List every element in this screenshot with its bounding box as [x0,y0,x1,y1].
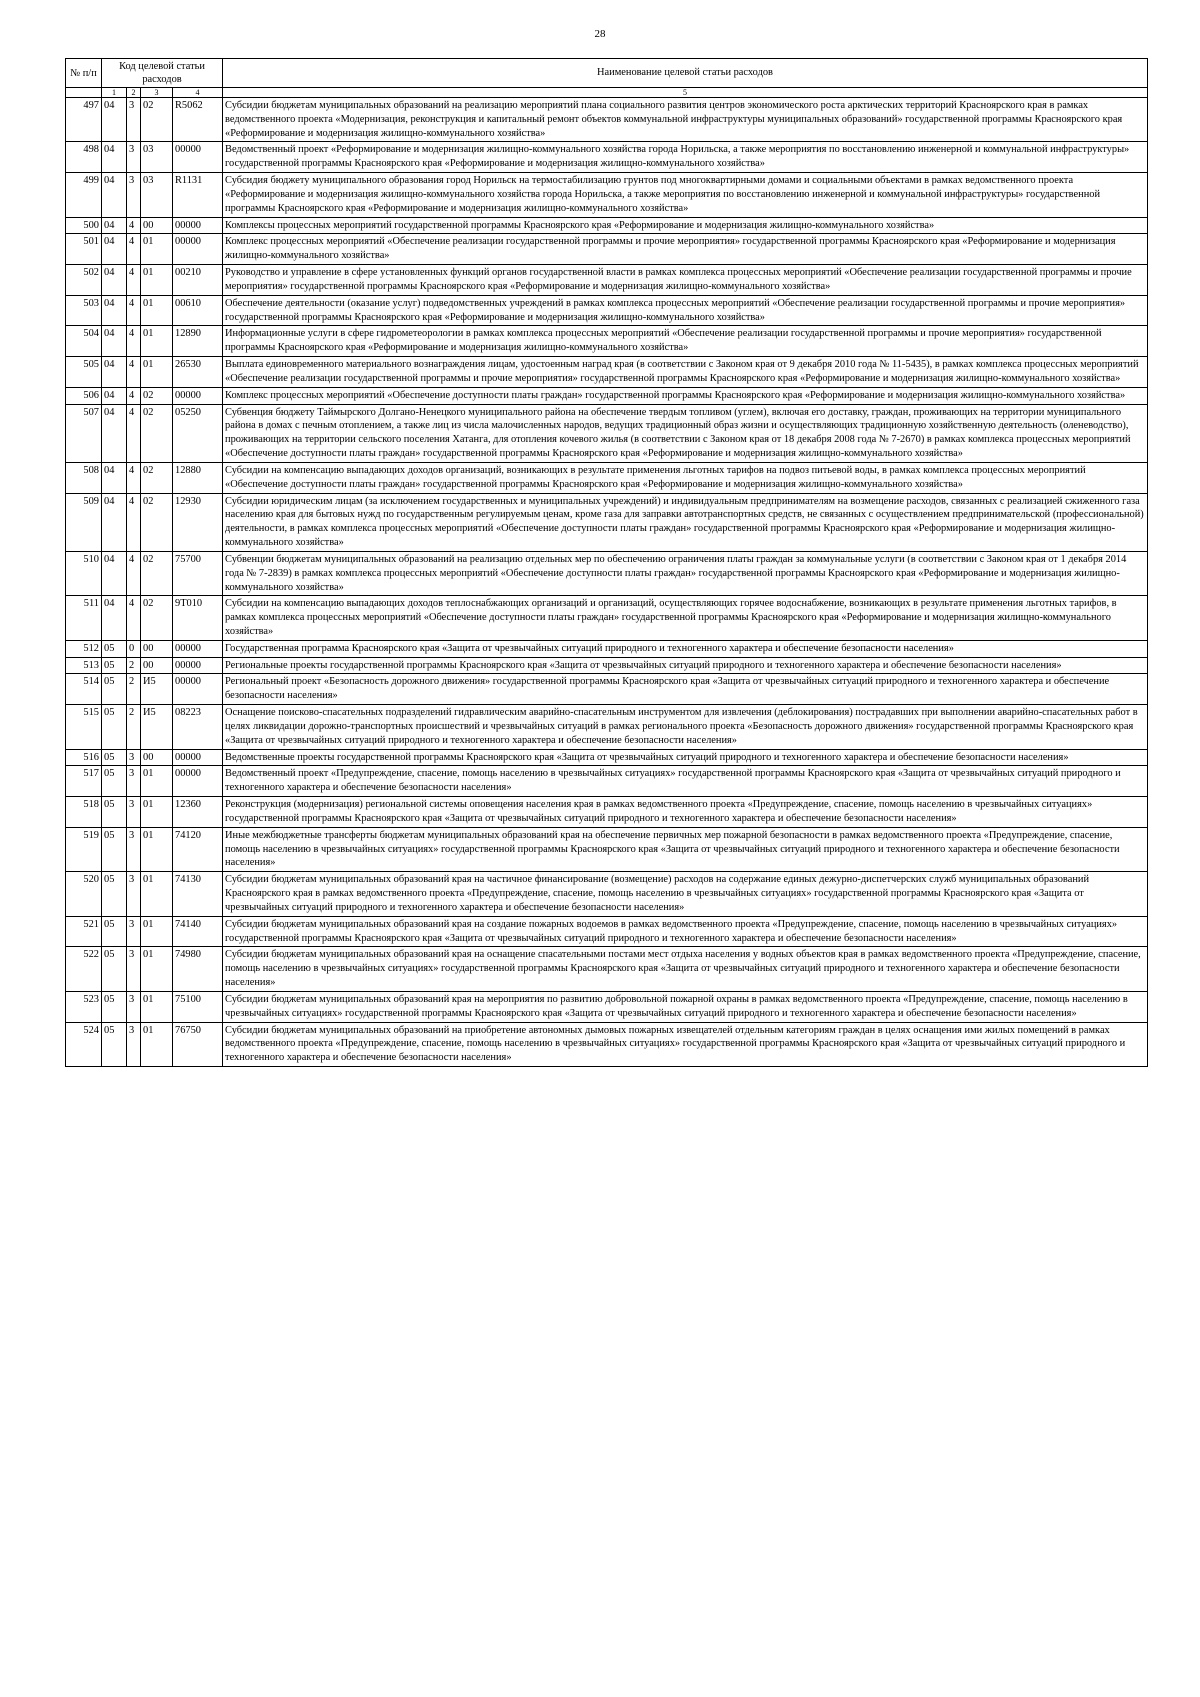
code-part-1: 05 [102,640,127,657]
code-part-2: 3 [127,872,141,916]
row-name: Иные межбюджетные трансферты бюджетам муниципальных образований края на обеспечение первичных мер пожарной безопасности в рамках ведомственного проекта «Предупреждение, спасение, помощь населению в чрезвычайных ситуациях» государственной программы Красноярского края «Защита от чрезвычайных ситуаций природного и техногенного характера и обеспечение безопасности населения» [223,827,1148,871]
code-part-3: 00 [141,217,173,234]
code-part-1: 04 [102,387,127,404]
table-row [66,142,1148,173]
budget-codes-table [65,58,1148,1067]
code-part-2: 2 [127,705,141,749]
table-row [66,596,1148,640]
code-part-1: 05 [102,797,127,828]
code-part-4: 74140 [173,916,223,947]
row-name: Комплекс процессных мероприятий «Обеспечение доступности платы граждан» государственной программы Красноярского края «Реформирование и модернизация жилищно-коммунального хозяйства» [223,387,1148,404]
row-number: 516 [66,749,102,766]
table-row [66,326,1148,357]
code-part-2: 4 [127,326,141,357]
code-part-1: 04 [102,551,127,595]
row-name: Субсидии юридическим лицам (за исключением государственных и муниципальных учреждений) и индивидуальным предпринимателям на возмещение расходов, связанных с реализацией сжиженного газа населению края для бытовых нужд по государственным регулируемым ценам, кроме газа для заправки автотранспортных средств, не связанных с осуществлением предпринимательской (профессиональной) деятельности, в рамках комплекса процессных мероприятий «Обеспечение доступности платы граждан» государственной программы Красноярского края «Реформирование и модернизация жилищно-коммунального хозяйства» [223,493,1148,551]
subheader-col-3: 3 [141,88,173,98]
row-number: 507 [66,404,102,462]
code-part-4: 76750 [173,1022,223,1066]
code-part-2: 4 [127,387,141,404]
code-part-4: 08223 [173,705,223,749]
code-part-4: 12890 [173,326,223,357]
row-name: Субсидии бюджетам муниципальных образований края на создание пожарных водоемов в рамках ведомственного проекта «Предупреждение, спасение, помощь населению в чрезвычайных ситуациях» государственной программы Красноярского края «Защита от чрезвычайных ситуаций природного и техногенного характера и обеспечение безопасности населения» [223,916,1148,947]
row-name: Субсидии бюджетам муниципальных образований на приобретение автономных дымовых пожарных извещателей отдельным категориям граждан в целях оснащения ими жилых помещений в рамках ведомственного проекта «Предупреждение, спасение, помощь населению в чрезвычайных ситуациях» государственной программы Красноярского края «Защита от чрезвычайных ситуаций природного и техногенного характера и обеспечение безопасности населения» [223,1022,1148,1066]
row-number: 499 [66,173,102,217]
row-name: Субвенции бюджетам муниципальных образований на реализацию отдельных мер по обеспечению ограничения платы граждан за коммунальные услуги (в соответствии с Законом края от 1 декабря 2014 года № 7-2839) в рамках комплекса процессных мероприятий «Обеспечение доступности платы граждан» государственной программы Красноярского края «Реформирование и модернизация жилищно-коммунального хозяйства» [223,551,1148,595]
row-name: Обеспечение деятельности (оказание услуг) подведомственных учреждений в рамках комплекса процессных мероприятий «Обеспечение реализации государственной программы и прочие мероприятия» государственной программы Красноярского края «Реформирование и модернизация жилищно-коммунального хозяйства» [223,295,1148,326]
code-part-4: R1131 [173,173,223,217]
code-part-2: 4 [127,462,141,493]
code-part-2: 3 [127,766,141,797]
code-part-4: 00000 [173,387,223,404]
code-part-3: 01 [141,766,173,797]
table-row [66,217,1148,234]
code-part-2: 4 [127,265,141,296]
code-part-1: 04 [102,234,127,265]
row-name: Ведомственный проект «Реформирование и модернизация жилищно-коммунального хозяйства города Норильска, а также мероприятия по восстановлению инженерной и коммунальной инфраструктуры» государственной программы Красноярского края «Реформирование и модернизация жилищно-коммунального хозяйства» [223,142,1148,173]
code-part-3: 01 [141,234,173,265]
code-part-3: 02 [141,493,173,551]
code-part-3: 00 [141,640,173,657]
row-number: 497 [66,98,102,142]
row-number: 515 [66,705,102,749]
code-part-2: 3 [127,142,141,173]
code-part-3: 00 [141,657,173,674]
code-part-2: 4 [127,404,141,462]
code-part-3: 01 [141,991,173,1022]
code-part-2: 4 [127,596,141,640]
table-row [66,173,1148,217]
row-name: Комплекс процессных мероприятий «Обеспечение реализации государственной программы и прочие мероприятия» государственной программы Красноярского края «Реформирование и модернизация жилищно-коммунального хозяйства» [223,234,1148,265]
row-number: 511 [66,596,102,640]
code-part-3: И5 [141,705,173,749]
code-part-4: 00000 [173,217,223,234]
code-part-3: 01 [141,947,173,991]
code-part-1: 05 [102,872,127,916]
table-row [66,947,1148,991]
row-name: Субсидии бюджетам муниципальных образований края на оснащение спасательными постами мест отдыха населения у водных объектов края в рамках ведомственного проекта «Предупреждение, спасение, помощь населению в чрезвычайных ситуациях» государственной программы Красноярского края «Защита от чрезвычайных ситуаций природного и техногенного характера и обеспечение безопасности населения» [223,947,1148,991]
code-part-1: 04 [102,462,127,493]
code-part-2: 3 [127,98,141,142]
code-part-1: 05 [102,705,127,749]
code-part-1: 05 [102,749,127,766]
table-row [66,551,1148,595]
row-number: 522 [66,947,102,991]
table-row [66,234,1148,265]
row-name: Руководство и управление в сфере установленных функций органов государственной власти в рамках комплекса процессных мероприятий «Обеспечение реализации государственной программы и прочие мероприятия» государственной программы Красноярского края «Реформирование и модернизация жилищно-коммунального хозяйства» [223,265,1148,296]
code-part-4: 12360 [173,797,223,828]
table-row [66,674,1148,705]
row-number: 509 [66,493,102,551]
code-part-4: 75700 [173,551,223,595]
code-part-1: 05 [102,657,127,674]
table-header-row [66,59,1148,88]
code-part-4: 12880 [173,462,223,493]
code-part-2: 3 [127,827,141,871]
row-number: 524 [66,1022,102,1066]
table-body [66,98,1148,1067]
code-part-1: 04 [102,404,127,462]
row-name: Оснащение поисково-спасательных подразделений гидравлическим аварийно-спасательным инструментом для извлечения (деблокирования) пострадавших при выполнении аварийно-спасательных работ в целях ликвидации дорожно-транспортных происшествий и чрезвычайных ситуаций в рамках регионального проекта «Безопасность дорожного движения» государственной программы Красноярского края «Защита от чрезвычайных ситуаций природного и техногенного характера и обеспечение безопасности населения» [223,705,1148,749]
table-row [66,357,1148,388]
row-name: Субсидия бюджету муниципального образования город Норильск на термостабилизацию грунтов под многоквартирными домами и социальными объектами в рамках ведомственного проекта «Реформирование и модернизация жилищно-коммунального хозяйства города Норильска, а также мероприятия по восстановлению инженерной и коммунальной инфраструктуры» государственной программы Красноярского края «Реформирование и модернизация жилищно-коммунального хозяйства» [223,173,1148,217]
code-part-1: 05 [102,916,127,947]
row-name: Субсидии на компенсацию выпадающих доходов организаций, возникающих в результате применения льготных тарифов на подвоз питьевой воды, в рамках комплекса процессных мероприятий «Обеспечение доступности платы граждан» государственной программы Красноярского края «Реформирование и модернизация жилищно-коммунального хозяйства» [223,462,1148,493]
code-part-1: 04 [102,357,127,388]
code-part-4: 00000 [173,657,223,674]
table-row [66,640,1148,657]
code-part-1: 04 [102,295,127,326]
code-part-1: 05 [102,1022,127,1066]
header-code: Код целевой статьи расходов [102,59,223,88]
code-part-3: 01 [141,872,173,916]
row-name: Комплексы процессных мероприятий государственной программы Красноярского края «Реформирование и модернизация жилищно-коммунального хозяйства» [223,217,1148,234]
row-number: 503 [66,295,102,326]
code-part-3: 01 [141,357,173,388]
table-row [66,749,1148,766]
table-row [66,1022,1148,1066]
row-number: 519 [66,827,102,871]
subheader-col-5: 5 [223,88,1148,98]
code-part-3: 02 [141,462,173,493]
code-part-4: 00000 [173,234,223,265]
row-name: Субсидии бюджетам муниципальных образований на реализацию мероприятий плана социального развития центров экономического роста арктических территорий Красноярского края в рамках ведомственного проекта «Модернизация, реконструкция и капитальный ремонт объектов коммунальной инфраструктуры муниципальных образований» государственной программы Красноярского края «Реформирование и модернизация жилищно-коммунального хозяйства» [223,98,1148,142]
code-part-2: 2 [127,657,141,674]
code-part-4: 74130 [173,872,223,916]
table-row [66,295,1148,326]
subheader-col-4: 4 [173,88,223,98]
code-part-1: 05 [102,827,127,871]
code-part-4: 05250 [173,404,223,462]
code-part-3: 01 [141,797,173,828]
row-name: Ведомственный проект «Предупреждение, спасение, помощь населению в чрезвычайных ситуациях» государственной программы Красноярского края «Защита от чрезвычайных ситуаций природного и техногенного характера и обеспечение безопасности населения» [223,766,1148,797]
code-part-3: 03 [141,142,173,173]
code-part-4: 00000 [173,640,223,657]
code-part-1: 04 [102,493,127,551]
table-row [66,766,1148,797]
code-part-3: 02 [141,551,173,595]
subheader-col-1: 1 [102,88,127,98]
row-name: Государственная программа Красноярского края «Защита от чрезвычайных ситуаций природного и техногенного характера и обеспечение безопасности населения» [223,640,1148,657]
row-number: 501 [66,234,102,265]
table-row [66,265,1148,296]
row-number: 505 [66,357,102,388]
row-number: 520 [66,872,102,916]
code-part-4: 74120 [173,827,223,871]
code-part-2: 4 [127,234,141,265]
code-part-1: 04 [102,326,127,357]
table-row [66,657,1148,674]
row-number: 514 [66,674,102,705]
row-name: Региональный проект «Безопасность дорожного движения» государственной программы Красноярского края «Защита от чрезвычайных ситуаций природного и техногенного характера и обеспечение безопасности населения» [223,674,1148,705]
code-part-1: 04 [102,217,127,234]
table-row [66,387,1148,404]
row-name: Ведомственные проекты государственной программы Красноярского края «Защита от чрезвычайных ситуаций природного и техногенного характера и обеспечение безопасности населения» [223,749,1148,766]
code-part-2: 0 [127,640,141,657]
table-row [66,827,1148,871]
row-number: 500 [66,217,102,234]
table-row [66,404,1148,462]
code-part-4: 12930 [173,493,223,551]
code-part-2: 3 [127,991,141,1022]
code-part-4: 00610 [173,295,223,326]
code-part-2: 4 [127,551,141,595]
table-row [66,872,1148,916]
code-part-1: 04 [102,265,127,296]
subheader-col-2: 2 [127,88,141,98]
code-part-1: 04 [102,98,127,142]
code-part-1: 05 [102,766,127,797]
code-part-3: 01 [141,326,173,357]
code-part-3: 01 [141,295,173,326]
code-part-3: 02 [141,98,173,142]
code-part-1: 04 [102,173,127,217]
row-number: 518 [66,797,102,828]
row-name: Выплата единовременного материального вознаграждения лицам, удостоенным наград края (в соответствии с Законом края от 9 декабря 2010 года № 11-5435), в рамках комплекса процессных мероприятий «Обеспечение реализации государственной программы и прочие мероприятия» государственной программы Красноярского края «Реформирование и модернизация жилищно-коммунального хозяйства» [223,357,1148,388]
row-number: 498 [66,142,102,173]
code-part-2: 2 [127,674,141,705]
code-part-4: 00000 [173,749,223,766]
row-number: 502 [66,265,102,296]
code-part-4: 26530 [173,357,223,388]
code-part-4: 00000 [173,142,223,173]
table-row [66,916,1148,947]
table-subheader-row [66,88,1148,98]
code-part-3: 00 [141,749,173,766]
code-part-2: 3 [127,797,141,828]
code-part-1: 05 [102,991,127,1022]
code-part-3: 02 [141,387,173,404]
header-number: № п/п [66,59,102,88]
row-number: 510 [66,551,102,595]
code-part-3: 02 [141,596,173,640]
table-row [66,462,1148,493]
code-part-4: 75100 [173,991,223,1022]
code-part-3: 01 [141,916,173,947]
code-part-2: 4 [127,357,141,388]
code-part-2: 3 [127,916,141,947]
code-part-4: R5062 [173,98,223,142]
row-name: Информационные услуги в сфере гидрометеорологии в рамках комплекса процессных мероприятий «Обеспечение реализации государственной программы и прочие мероприятия» государственной программы Красноярского края «Реформирование и модернизация жилищно-коммунального хозяйства» [223,326,1148,357]
page-number: 28 [594,28,606,40]
code-part-3: 01 [141,1022,173,1066]
row-name: Реконструкция (модернизация) региональной системы оповещения населения края в рамках ведомственного проекта «Предупреждение, спасение, помощь населению в чрезвычайных ситуациях» государственной программы Красноярского края «Защита от чрезвычайных ситуаций природного и техногенного характера и обеспечение безопасности населения» [223,797,1148,828]
code-part-3: 02 [141,404,173,462]
code-part-3: 01 [141,827,173,871]
code-part-2: 3 [127,749,141,766]
code-part-4: 00000 [173,674,223,705]
row-number: 508 [66,462,102,493]
code-part-3: 03 [141,173,173,217]
row-name: Субвенция бюджету Таймырского Долгано-Ненецкого муниципального района на обеспечение твердым топливом (углем), включая его доставку, граждан, проживающих на территории муниципального района в домах с печным отоплением, а также лиц из числа малочисленных народов, ведущих традиционный образ жизни и осуществляющих традиционную хозяйственную деятельность (оленеводство), проживающих на территории сельского поселения Хатанга, для отопления кочевого жилья (в соответствии с Законом края от 18 декабря 2008 года № 7-2670) в рамках комплекса процессных мероприятий «Обеспечение доступности платы граждан» государственной программы Красноярского края «Реформирование и модернизация жилищно-коммунального хозяйства» [223,404,1148,462]
subheader-blank [66,88,102,98]
row-number: 512 [66,640,102,657]
code-part-2: 3 [127,1022,141,1066]
code-part-2: 4 [127,493,141,551]
code-part-2: 3 [127,173,141,217]
code-part-4: 9Т010 [173,596,223,640]
code-part-3: 01 [141,265,173,296]
row-name: Региональные проекты государственной программы Красноярского края «Защита от чрезвычайных ситуаций природного и техногенного характера и обеспечение безопасности населения» [223,657,1148,674]
row-number: 506 [66,387,102,404]
code-part-1: 05 [102,674,127,705]
row-name: Субсидии на компенсацию выпадающих доходов теплоснабжающих организаций и организаций, осуществляющих горячее водоснабжение, возникающих в результате применения льготных тарифов, в рамках комплекса процессных мероприятий «Обеспечение доступности платы граждан» государственной программы Красноярского края «Реформирование и модернизация жилищно-коммунального хозяйства» [223,596,1148,640]
code-part-3: И5 [141,674,173,705]
row-number: 513 [66,657,102,674]
code-part-1: 04 [102,596,127,640]
code-part-4: 00000 [173,766,223,797]
table-row [66,705,1148,749]
row-number: 504 [66,326,102,357]
code-part-1: 05 [102,947,127,991]
code-part-2: 4 [127,217,141,234]
table-row [66,797,1148,828]
row-name: Субсидии бюджетам муниципальных образований края на мероприятия по развитию добровольной пожарной охраны в рамках ведомственного проекта «Предупреждение, спасение, помощь населению в чрезвычайных ситуациях» государственной программы Красноярского края «Защита от чрезвычайных ситуаций природного и техногенного характера и обеспечение безопасности населения» [223,991,1148,1022]
table-row [66,98,1148,142]
code-part-4: 00210 [173,265,223,296]
code-part-4: 74980 [173,947,223,991]
code-part-1: 04 [102,142,127,173]
code-part-2: 3 [127,947,141,991]
table-row [66,493,1148,551]
row-number: 523 [66,991,102,1022]
row-number: 521 [66,916,102,947]
row-name: Субсидии бюджетам муниципальных образований края на частичное финансирование (возмещение) расходов на содержание единых дежурно-диспетчерских служб муниципальных образований Красноярского края в рамках ведомственного проекта «Предупреждение, спасение, помощь населению в чрезвычайных ситуациях» государственной программы Красноярского края «Защита от чрезвычайных ситуаций природного и техногенного характера и обеспечение безопасности населения» [223,872,1148,916]
code-part-2: 4 [127,295,141,326]
row-number: 517 [66,766,102,797]
table-row [66,991,1148,1022]
header-name: Наименование целевой статьи расходов [223,59,1148,88]
